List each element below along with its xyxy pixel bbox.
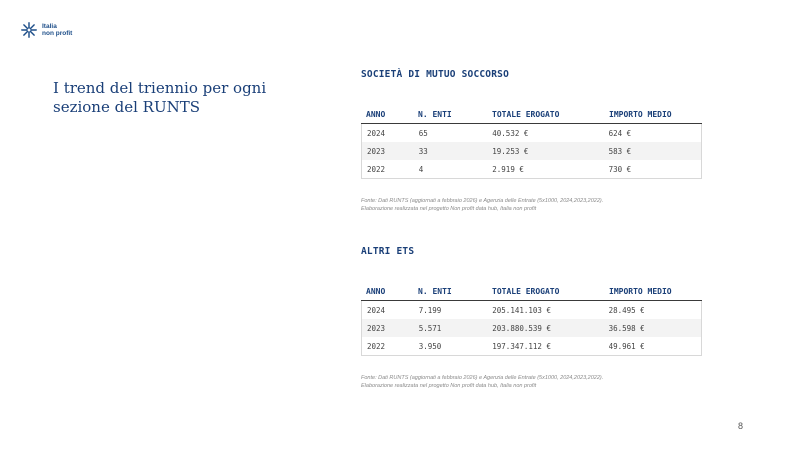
cell-importo-medio: 730 € [608, 164, 632, 174]
brand-logo [20, 21, 72, 39]
cell-totale-erogato: 205.141.103 € [492, 305, 551, 315]
cell-n-enti: 4 [418, 164, 424, 174]
cell-importo-medio: 624 € [608, 128, 632, 138]
table-row [362, 319, 701, 337]
logo-wordmark: Italia non profit [42, 23, 73, 37]
cell-anno: 2023 [367, 146, 386, 156]
cell-totale-erogato: 2.919 € [492, 164, 524, 174]
cell-n-enti: 5.571 [418, 323, 442, 333]
cell-n-enti: 33 [418, 146, 428, 156]
cell-importo-medio: 49.961 € [608, 341, 645, 351]
column-header-anno: ANNO [366, 287, 386, 296]
cell-totale-erogato: 40.532 € [492, 128, 529, 138]
asterisk-burst-icon [20, 21, 38, 39]
column-header-importo-medio: IMPORTO MEDIO [609, 287, 672, 296]
table-row [362, 160, 701, 178]
cell-totale-erogato: 203.880.539 € [492, 323, 551, 333]
cell-n-enti: 7.199 [418, 305, 442, 315]
cell-importo-medio: 28.495 € [608, 305, 645, 315]
table-header [361, 283, 702, 301]
source-note: Fonte: Dati RUNTS (aggiornati a febbraio 2026) e Agenzia delle Entrate (5x1000, 2024,2023,2022). Elaborazione realizzata nel progetto Non profit data hub, Italia non profit [361, 375, 604, 389]
section-title-altri-ets: ALTRI ETS [361, 246, 415, 257]
page-title: I trend del triennio per ogni sezione del RUNTS [53, 79, 267, 116]
cell-totale-erogato: 19.253 € [492, 146, 529, 156]
cell-anno: 2024 [367, 305, 386, 315]
table-row [362, 124, 701, 142]
cell-anno: 2022 [367, 164, 386, 174]
cell-importo-medio: 583 € [608, 146, 632, 156]
table-row [362, 142, 701, 160]
source-note: Fonte: Dati RUNTS (aggiornati a febbraio 2026) e Agenzia delle Entrate (5x1000, 2024,2023,2022). Elaborazione realizzata nel progetto Non profit data hub, Italia non profit [361, 198, 604, 212]
column-header-totale-erogato: TOTALE EROGATO [492, 110, 560, 119]
cell-n-enti: 65 [418, 128, 428, 138]
table-mutuo-soccorso [361, 106, 702, 179]
cell-anno: 2024 [367, 128, 386, 138]
column-header-importo-medio: IMPORTO MEDIO [609, 110, 672, 119]
table-header [361, 106, 702, 124]
table-row [362, 301, 701, 319]
column-header-anno: ANNO [366, 110, 386, 119]
page-number: 8 [738, 421, 744, 431]
cell-importo-medio: 36.598 € [608, 323, 645, 333]
cell-totale-erogato: 197.347.112 € [492, 341, 551, 351]
table-row [362, 337, 701, 355]
cell-anno: 2023 [367, 323, 386, 333]
cell-anno: 2022 [367, 341, 386, 351]
section-title-mutuo-soccorso: SOCIETÀ DI MUTUO SOCCORSO [361, 69, 509, 80]
column-header-n-enti: N. ENTI [418, 110, 452, 119]
column-header-totale-erogato: TOTALE EROGATO [492, 287, 560, 296]
cell-n-enti: 3.950 [418, 341, 442, 351]
table-altri-ets [361, 283, 702, 356]
column-header-n-enti: N. ENTI [418, 287, 452, 296]
